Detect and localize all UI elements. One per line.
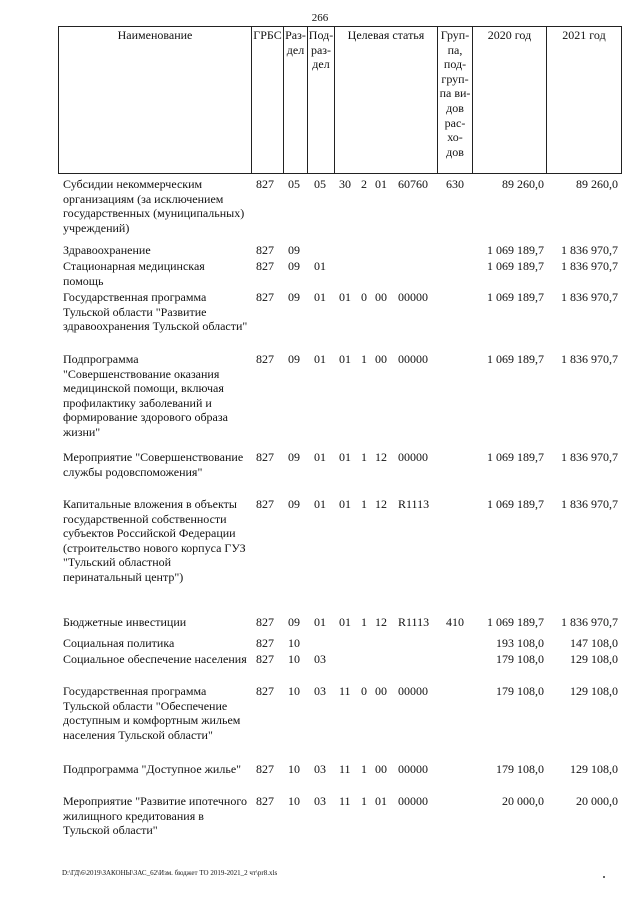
- row-target-1: 01: [339, 290, 351, 304]
- row-grbs: 827: [256, 352, 274, 366]
- row-2021: 1 836 970,7: [561, 450, 618, 464]
- row-2021: 1 836 970,7: [561, 615, 618, 629]
- header-target: Целевая статья: [347, 28, 425, 42]
- row-grbs: 827: [256, 450, 274, 464]
- row-razdel: 10: [288, 684, 300, 698]
- row-target-4: R1113: [398, 615, 430, 629]
- header-name: Наименование: [117, 28, 193, 42]
- row-grbs: 827: [256, 259, 274, 273]
- row-target-2: 2: [361, 177, 367, 191]
- row-target-2: 0: [361, 290, 367, 304]
- row-2020: 179 108,0: [496, 652, 544, 666]
- row-target-3: 01: [375, 177, 387, 191]
- row-razdel: 09: [288, 290, 300, 304]
- row-razdel: 09: [288, 352, 300, 366]
- row-name: Бюджетные инвестиции: [63, 615, 187, 629]
- header-grbs: ГРБС: [253, 28, 282, 42]
- row-2021: 1 836 970,7: [561, 290, 618, 304]
- row-name: Социальное обеспечение населения: [63, 652, 247, 666]
- row-target-1: 11: [339, 794, 351, 808]
- row-target-2: 1: [361, 450, 367, 464]
- header-divider-2021: [546, 26, 547, 174]
- row-target-1: 11: [339, 762, 351, 776]
- row-target-2: 1: [361, 762, 367, 776]
- file-path-footer: D:\ГД\6\2019\ЗАКОНЫ\ЗАС_62\Изм. бюджет ТО 2019-2021_2 чт\pr8.xls: [62, 869, 278, 877]
- header-razdel: Раз- дел: [285, 28, 306, 57]
- row-target-4: 00000: [398, 450, 428, 464]
- row-2021: 1 836 970,7: [561, 259, 618, 273]
- row-2020: 1 069 189,7: [487, 615, 544, 629]
- row-2020: 1 069 189,7: [487, 290, 544, 304]
- row-2020: 20 000,0: [502, 794, 544, 808]
- row-podrazdel: 01: [314, 352, 326, 366]
- row-2021: 1 836 970,7: [561, 497, 618, 511]
- row-razdel: 10: [288, 794, 300, 808]
- row-target-1: 30: [339, 177, 351, 191]
- row-2021: 129 108,0: [570, 762, 618, 776]
- row-2021: 1 836 970,7: [561, 352, 618, 366]
- row-target-4: 00000: [398, 794, 428, 808]
- row-target-4: R1113: [398, 497, 430, 511]
- row-target-3: 12: [375, 615, 387, 629]
- row-name: Государственная программа Тульской области "Развитие здравоохранения Тульской области": [63, 290, 248, 334]
- header-border-top: [58, 26, 622, 27]
- header-2021: 2021 год: [562, 28, 606, 42]
- row-target-3: 01: [375, 794, 387, 808]
- row-2020: 89 260,0: [502, 177, 544, 191]
- row-2020: 1 069 189,7: [487, 243, 544, 257]
- row-podrazdel: 01: [314, 615, 326, 629]
- row-podrazdel: 03: [314, 794, 326, 808]
- header-divider-left: [58, 26, 59, 174]
- header-divider-2020: [472, 26, 473, 174]
- row-grbs: 827: [256, 615, 274, 629]
- row-grbs: 827: [256, 497, 274, 511]
- row-target-3: 00: [375, 352, 387, 366]
- row-2020: 193 108,0: [496, 636, 544, 650]
- row-2020: 1 069 189,7: [487, 352, 544, 366]
- row-name: Подпрограмма "Доступное жилье": [63, 762, 242, 776]
- row-target-2: 0: [361, 684, 367, 698]
- row-target-1: 01: [339, 450, 351, 464]
- row-podrazdel: 01: [314, 497, 326, 511]
- row-target-4: 00000: [398, 290, 428, 304]
- header-border-right: [621, 26, 622, 174]
- row-target-1: 01: [339, 497, 351, 511]
- row-podrazdel: 01: [314, 450, 326, 464]
- header-divider-grbs: [251, 26, 252, 174]
- row-razdel: 09: [288, 243, 300, 257]
- row-target-4: 00000: [398, 684, 428, 698]
- row-podrazdel: 03: [314, 652, 326, 666]
- row-target-3: 00: [375, 684, 387, 698]
- row-2020: 1 069 189,7: [487, 450, 544, 464]
- row-grbs: 827: [256, 177, 274, 191]
- header-border-bottom: [58, 173, 622, 174]
- row-2021: 89 260,0: [576, 177, 618, 191]
- scan-speck: [603, 876, 605, 878]
- row-target-3: 12: [375, 497, 387, 511]
- row-target-4: 00000: [398, 352, 428, 366]
- row-name: Стационарная медицинская помощь: [63, 259, 205, 288]
- row-target-2: 1: [361, 794, 367, 808]
- row-razdel: 10: [288, 636, 300, 650]
- row-2021: 129 108,0: [570, 684, 618, 698]
- row-target-4: 60760: [398, 177, 428, 191]
- row-target-2: 1: [361, 352, 367, 366]
- row-razdel: 10: [288, 762, 300, 776]
- row-target-3: 12: [375, 450, 387, 464]
- row-target-2: 1: [361, 497, 367, 511]
- row-grbs: 827: [256, 652, 274, 666]
- row-target-3: 00: [375, 290, 387, 304]
- row-grbs: 827: [256, 636, 274, 650]
- row-grbs: 827: [256, 794, 274, 808]
- row-name: Социальная политика: [63, 636, 175, 650]
- row-podrazdel: 03: [314, 684, 326, 698]
- row-podrazdel: 01: [314, 259, 326, 273]
- row-razdel: 10: [288, 652, 300, 666]
- row-razdel: 09: [288, 450, 300, 464]
- row-name: Здравоохранение: [63, 243, 151, 257]
- row-name: Подпрограмма "Совершенствование оказания медицинской помощи, включая профилактику заболеваний и формирование здорового образа жизни": [63, 352, 228, 439]
- row-grbs: 827: [256, 762, 274, 776]
- row-name: Капитальные вложения в объекты государственной собственности субъектов Российской Федерации (строительство нового корпуса ГУЗ "Тульский областной перинатальный центр"): [63, 497, 246, 584]
- row-target-3: 00: [375, 762, 387, 776]
- row-2020: 1 069 189,7: [487, 259, 544, 273]
- header-podrazdel: Под- раз- дел: [308, 28, 334, 72]
- row-grbs: 827: [256, 290, 274, 304]
- header-group: Груп- па, под- груп- па ви- дов рас- хо- дов: [439, 28, 471, 159]
- row-grbs: 827: [256, 243, 274, 257]
- page-number: 266: [311, 12, 329, 24]
- row-2021: 20 000,0: [576, 794, 618, 808]
- row-group: 410: [446, 615, 464, 629]
- row-podrazdel: 05: [314, 177, 326, 191]
- row-name: Субсидии некоммерческим организациям (за исключением государственных (муниципальных) учреждений): [63, 177, 245, 235]
- header-divider-target: [334, 26, 335, 174]
- row-grbs: 827: [256, 684, 274, 698]
- row-name: Мероприятие "Развитие ипотечного жилищного кредитования в Тульской области": [63, 794, 247, 838]
- row-podrazdel: 01: [314, 290, 326, 304]
- row-razdel: 05: [288, 177, 300, 191]
- row-target-1: 01: [339, 352, 351, 366]
- row-target-2: 1: [361, 615, 367, 629]
- row-target-1: 01: [339, 615, 351, 629]
- row-2021: 129 108,0: [570, 652, 618, 666]
- row-razdel: 09: [288, 497, 300, 511]
- row-target-4: 00000: [398, 762, 428, 776]
- row-2020: 179 108,0: [496, 762, 544, 776]
- row-2021: 147 108,0: [570, 636, 618, 650]
- row-name: Государственная программа Тульской области "Обеспечение доступным и комфортным жильем населения Тульской области": [63, 684, 241, 742]
- row-2020: 1 069 189,7: [487, 497, 544, 511]
- row-2021: 1 836 970,7: [561, 243, 618, 257]
- header-2020: 2020 год: [487, 28, 532, 42]
- row-group: 630: [446, 177, 464, 191]
- row-podrazdel: 03: [314, 762, 326, 776]
- row-razdel: 09: [288, 259, 300, 273]
- row-target-1: 11: [339, 684, 351, 698]
- row-name: Мероприятие "Совершенствование службы родовспоможения": [63, 450, 244, 479]
- row-razdel: 09: [288, 615, 300, 629]
- row-2020: 179 108,0: [496, 684, 544, 698]
